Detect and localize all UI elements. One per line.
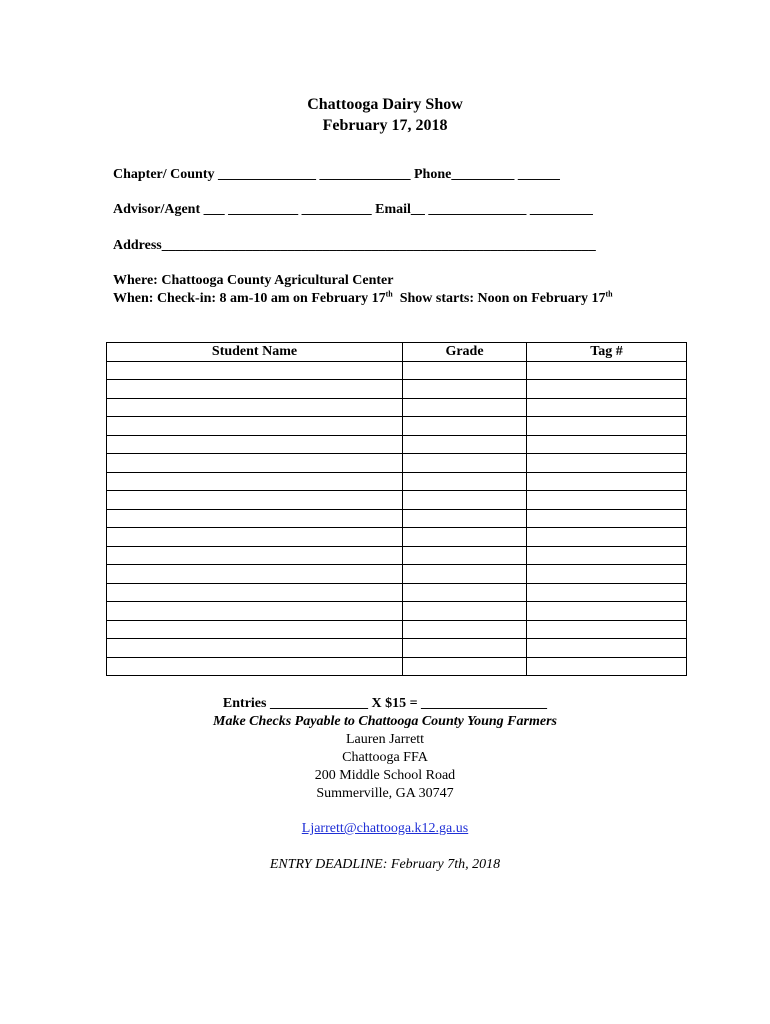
table-row: [107, 602, 687, 621]
grade-cell[interactable]: [403, 657, 527, 676]
tag-cell[interactable]: [527, 528, 687, 547]
table-row: [107, 546, 687, 565]
contact-city: Summerville, GA 30747: [316, 786, 454, 801]
student-name-cell[interactable]: [107, 583, 403, 602]
grade-cell[interactable]: [403, 639, 527, 658]
student-name-cell[interactable]: [107, 602, 403, 621]
tag-cell[interactable]: [527, 417, 687, 436]
student-name-cell[interactable]: [107, 657, 403, 676]
table-row: [107, 583, 687, 602]
table-header-row: [107, 343, 687, 362]
tag-cell[interactable]: [527, 657, 687, 676]
table-row: [107, 417, 687, 436]
tag-cell[interactable]: [527, 380, 687, 399]
student-name-cell[interactable]: [107, 435, 403, 454]
tag-cell[interactable]: [527, 620, 687, 639]
grade-cell[interactable]: [403, 528, 527, 547]
student-name-cell[interactable]: [107, 528, 403, 547]
table-row: [107, 565, 687, 584]
tag-cell[interactable]: [527, 565, 687, 584]
address-line[interactable]: Address______________________________________________________________: [113, 238, 596, 253]
student-name-cell[interactable]: [107, 417, 403, 436]
show-start-text: Show starts: Noon on February 17: [392, 291, 606, 306]
grade-cell[interactable]: [403, 620, 527, 639]
show-start-suffix: th: [605, 289, 613, 299]
grade-cell[interactable]: [403, 583, 527, 602]
table-row: [107, 620, 687, 639]
table-row: [107, 509, 687, 528]
grade-cell[interactable]: [403, 361, 527, 380]
grade-cell[interactable]: [403, 435, 527, 454]
tag-cell[interactable]: [527, 491, 687, 510]
payable-note: Make Checks Payable to Chattooga County Young Farmers: [213, 714, 557, 729]
tag-cell[interactable]: [527, 509, 687, 528]
checkin-suffix: th: [385, 289, 393, 299]
grade-cell[interactable]: [403, 602, 527, 621]
student-name-cell[interactable]: [107, 546, 403, 565]
student-name-cell[interactable]: [107, 398, 403, 417]
student-name-cell[interactable]: [107, 454, 403, 473]
student-name-cell[interactable]: [107, 361, 403, 380]
tag-cell[interactable]: [527, 472, 687, 491]
table-row: [107, 435, 687, 454]
tag-cell[interactable]: [527, 361, 687, 380]
table-row: [107, 380, 687, 399]
tag-cell[interactable]: [527, 435, 687, 454]
grade-cell[interactable]: [403, 380, 527, 399]
location-line: Where: Chattooga County Agricultural Center: [113, 273, 394, 288]
column-header-tag: Tag #: [527, 343, 687, 362]
contact-org: Chattooga FFA: [342, 750, 428, 765]
chapter-phone-line[interactable]: Chapter/ County ______________ _____________ Phone_________ ______: [113, 167, 560, 182]
tag-cell[interactable]: [527, 454, 687, 473]
table-row: [107, 528, 687, 547]
table-row: [107, 491, 687, 510]
checkin-text: When: Check-in: 8 am-10 am on February 17: [113, 291, 386, 306]
table-row: [107, 454, 687, 473]
contact-email-link[interactable]: Ljarrett@chattooga.k12.ga.us: [301, 821, 469, 836]
roster-body: [107, 361, 687, 676]
tag-cell[interactable]: [527, 639, 687, 658]
grade-cell[interactable]: [403, 472, 527, 491]
grade-cell[interactable]: [403, 546, 527, 565]
student-name-cell[interactable]: [107, 565, 403, 584]
student-name-cell[interactable]: [107, 491, 403, 510]
table-row: [107, 361, 687, 380]
student-name-cell[interactable]: [107, 620, 403, 639]
table-row: [107, 657, 687, 676]
student-roster-table: [106, 342, 687, 676]
student-name-cell[interactable]: [107, 472, 403, 491]
advisor-email-line[interactable]: Advisor/Agent ___ __________ __________ Email__ ______________ _________: [113, 202, 593, 217]
grade-cell[interactable]: [403, 398, 527, 417]
student-name-cell[interactable]: [107, 509, 403, 528]
show-date: February 17, 2018: [322, 117, 448, 134]
grade-cell[interactable]: [403, 491, 527, 510]
contact-name: Lauren Jarrett: [345, 732, 425, 747]
table-row: [107, 398, 687, 417]
tag-cell[interactable]: [527, 602, 687, 621]
tag-cell[interactable]: [527, 583, 687, 602]
student-name-cell[interactable]: [107, 639, 403, 658]
grade-cell[interactable]: [403, 454, 527, 473]
column-header-grade: Grade: [403, 343, 527, 362]
tag-cell[interactable]: [527, 398, 687, 417]
entries-fee-line[interactable]: Entries ______________ X $15 = __________________: [222, 696, 548, 711]
grade-cell[interactable]: [403, 565, 527, 584]
tag-cell[interactable]: [527, 546, 687, 565]
entry-deadline: ENTRY DEADLINE: February 7th, 2018: [269, 857, 501, 872]
student-name-cell[interactable]: [107, 380, 403, 399]
grade-cell[interactable]: [403, 417, 527, 436]
table-row: [107, 472, 687, 491]
contact-street: 200 Middle School Road: [314, 768, 456, 783]
grade-cell[interactable]: [403, 509, 527, 528]
form-title: Chattooga Dairy Show: [307, 96, 463, 113]
table-row: [107, 639, 687, 658]
schedule-line: [113, 291, 613, 307]
column-header-student-name: Student Name: [107, 343, 403, 362]
